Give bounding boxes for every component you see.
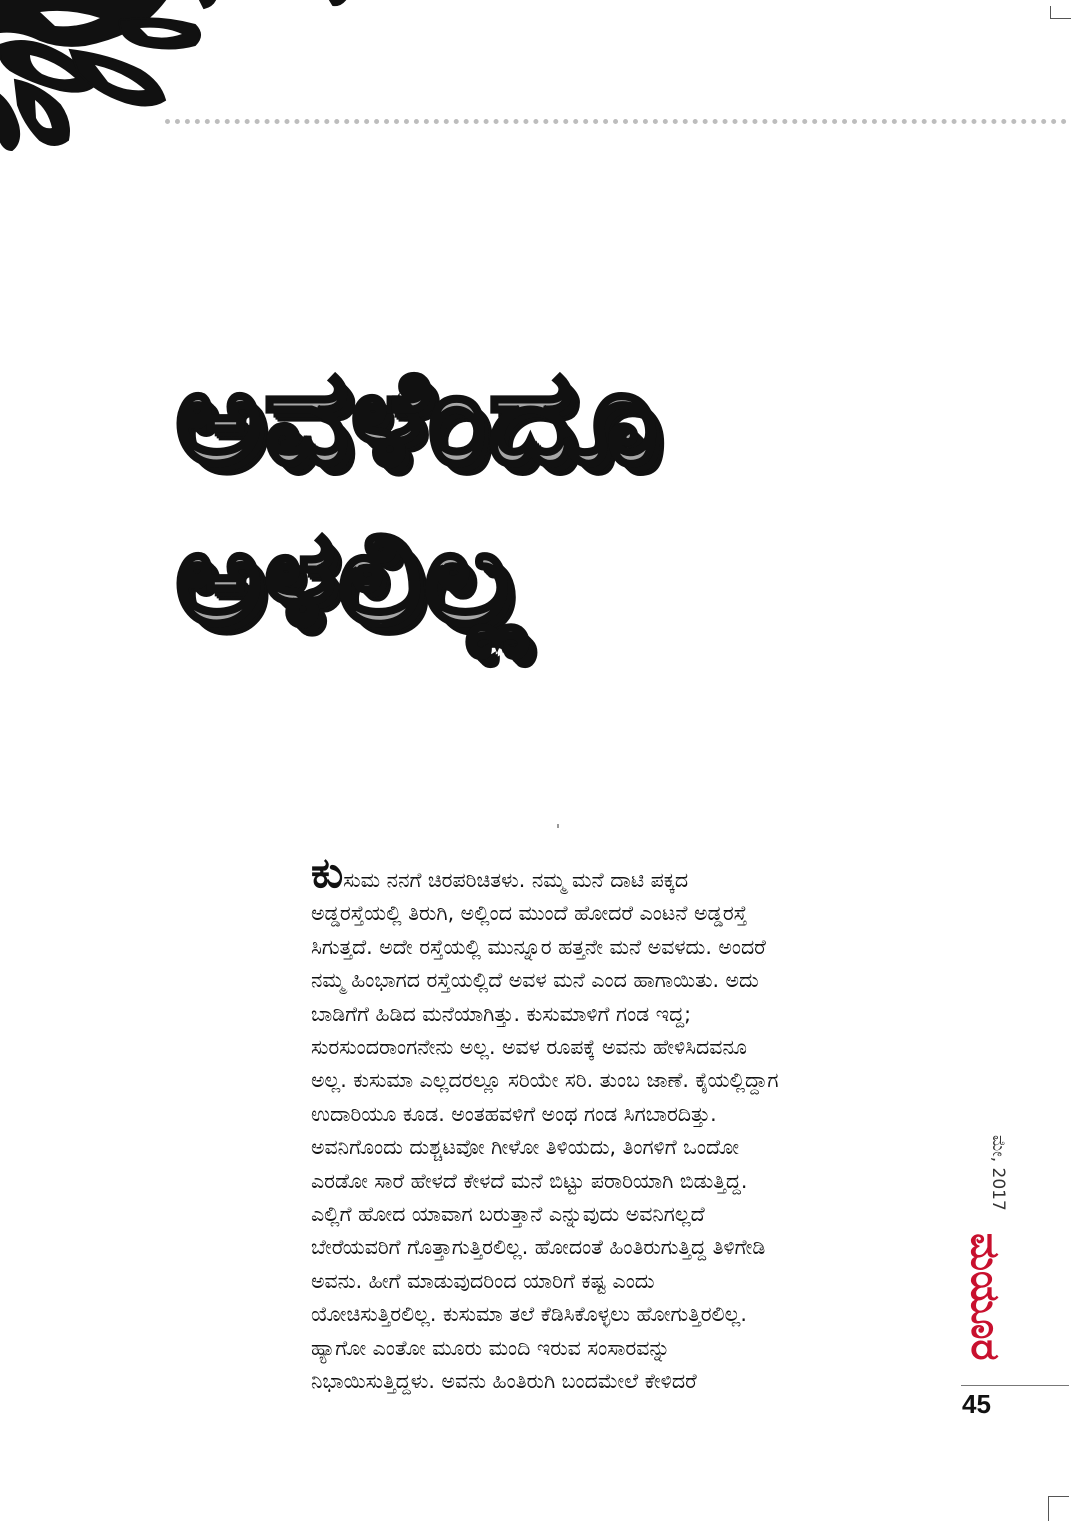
article-title-line-2: ಅಳಲಿಲ್ಲ: [175, 501, 527, 655]
drop-cap: ಕು: [311, 848, 344, 897]
body-line: ಎಲ್ಲಿಗೆ ಹೋದ ಯಾವಾಗ ಬರುತ್ತಾನೆ ಎನ್ನುವುದು ಅವನಿಗಲ್ಲದೆ: [311, 1202, 705, 1227]
body-line: ನಮ್ಮ ಹಿಂಭಾಗದ ರಸ್ತೆಯಲ್ಲಿದೆ ಅವಳ ಮನೆ ಎಂದ ಹಾಗಾಯಿತು. ಅದು: [311, 968, 759, 993]
body-line: ಸುರಸುಂದರಾಂಗನೇನು ಅಲ್ಲ. ಅವಳ ರೂಪಕ್ಕೆ ಅವನು ಹೇಳಿಸಿದವನೂ: [311, 1035, 747, 1060]
body-line: ಅಡ್ಡರಸ್ತೆಯಲ್ಲಿ ತಿರುಗಿ, ಅಲ್ಲಿಂದ ಮುಂದೆ ಹೋದರೆ ಎಂಟನೆ ಅಡ್ಡರಸ್ತೆ: [311, 901, 748, 926]
body-line: [311, 848, 931, 897]
body-line: ಬೇರೆಯವರಿಗೆ ಗೊತ್ತಾಗುತ್ತಿರಲಿಲ್ಲ. ಹೋದಂತೆ ಹಿಂತಿರುಗುತ್ತಿದ್ದ ತಿಳಿಗೇಡಿ: [311, 1235, 766, 1260]
body-line: ಅಲ್ಲ. ಕುಸುಮಾ ಎಲ್ಲದರಲ್ಲೂ ಸರಿಯೇ ಸರಿ. ತುಂಬ ಜಾಣೆ. ಕೈಯಲ್ಲಿದ್ದಾಗ: [311, 1068, 779, 1093]
floral-ornament-icon: [0, 0, 380, 160]
body-line: ಅವನಿಗೊಂದು ದುಶ್ಚಟವೋ ಗೀಳೋ ತಿಳಿಯದು, ತಿಂಗಳಿಗೆ ಒಂದೋ: [311, 1135, 740, 1160]
dotted-separator: [165, 119, 1067, 124]
body-line: ಅವನು. ಹೀಗೆ ಮಾಡುವುದರಿಂದ ಯಾರಿಗೆ ಕಷ್ಟ ಎಂದು: [311, 1268, 655, 1293]
body-line: ಬಾಡಿಗೆಗೆ ಹಿಡಿದ ಮನೆಯಾಗಿತ್ತು. ಕುಸುಮಾಳಿಗೆ ಗಂಡ ಇದ್ದ;: [311, 1001, 692, 1026]
body-line: ಉದಾರಿಯೂ ಕೂಡ. ಅಂತಹವಳಿಗೆ ಅಂಥ ಗಂಡ ಸಿಗಬಾರದಿತ್ತು.: [311, 1101, 717, 1126]
page-number-rule: [961, 1385, 1069, 1386]
body-line-text: ಸುಮ ನನಗೆ ಚಿರಪರಿಚಿತಳು. ನಮ್ಮ ಮನೆ ದಾಟಿ ಪಕ್ಕದ: [343, 868, 689, 892]
body-line: ಎರಡೋ ಸಾರೆ ಹೇಳದೆ ಕೇಳದೆ ಮನೆ ಬಿಟ್ಟು ಪರಾರಿಯಾಗಿ ಬಿಡುತ್ತಿದ್ದ.: [311, 1168, 748, 1193]
crop-mark-top-right: [1050, 6, 1071, 19]
article-title-line-1: ಅವಳೆಂದೂ: [175, 341, 660, 495]
body-line: ನಿಭಾಯಿಸುತ್ತಿದ್ದಳು. ಅವನು ಹಿಂತಿರುಗಿ ಬಂದಮೇಲೆ ಕೇಳಿದರೆ: [311, 1369, 697, 1394]
article-title: [175, 338, 660, 658]
body-line: ಯೋಚಿಸುತ್ತಿರಲಿಲ್ಲ. ಕುಸುಮಾ ತಲೆ ಕೆಡಿಸಿಕೊಳ್ಳಲು ಹೋಗುತ್ತಿರಲಿಲ್ಲ.: [311, 1302, 747, 1327]
issue-date: ಮೇ, 2017: [988, 1135, 1008, 1211]
body-line: ಸಿಗುತ್ತದೆ. ಅದೇ ರಸ್ತೆಯಲ್ಲಿ ಮುನ್ನೂರ ಹತ್ತನೇ ಮನೆ ಅವಳದು. ಅಂದರೆ: [311, 934, 766, 959]
print-speck: [557, 824, 559, 828]
article-body: [311, 848, 931, 1399]
crop-mark-bottom-right: [1048, 1496, 1069, 1521]
body-line: ಹ್ಯಾಗೋ ಎಂತೋ ಮೂರು ಮಂದಿ ಇರುವ ಸಂಸಾರವನ್ನು: [311, 1335, 671, 1360]
magazine-name: ಮಯೂರ: [962, 1233, 1008, 1361]
page-number: 45: [962, 1389, 991, 1419]
